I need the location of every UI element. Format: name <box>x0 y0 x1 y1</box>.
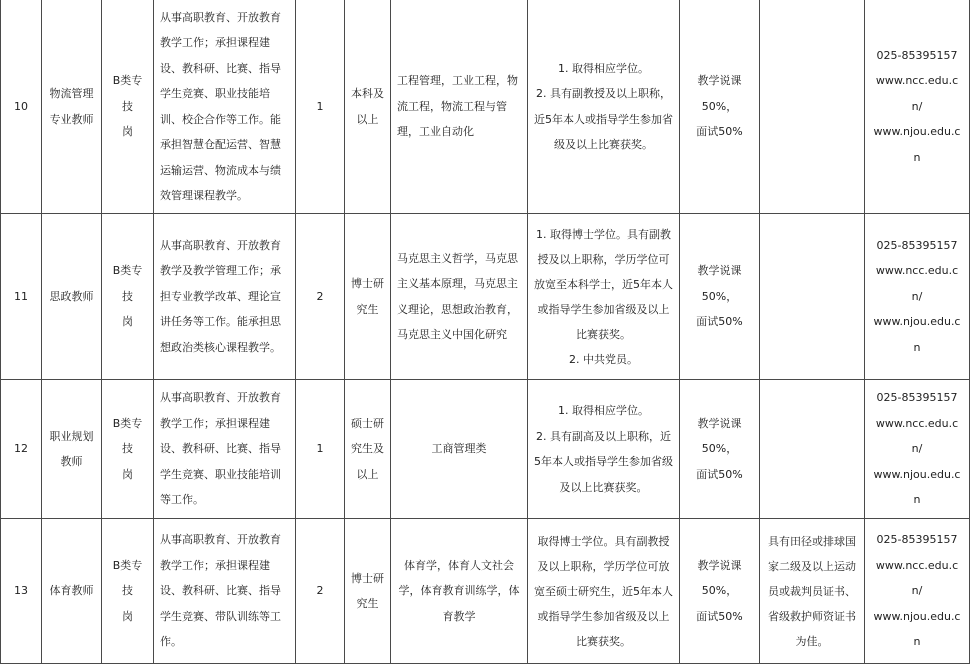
major-cell: 工商管理类 <box>391 380 528 519</box>
exam-method-cell: 教学说课 50%， 面试50% <box>680 0 760 214</box>
notes-cell <box>760 214 865 380</box>
contact-cell: 025-85395157 www.ncc.edu.cn/ www.njou.edu.cn <box>865 0 970 214</box>
job-duties-cell: 从事高职教育、开放教育教学及教学管理工作；承担专业教学改革、理论宣讲任务等工作。能承担思想政治类核心课程教学。 <box>154 214 296 380</box>
job-duties-cell: 从事高职教育、开放教育教学工作；承担课程建设、教科研、比赛、指导学生竞赛、职业技能培训、校企合作等工作。能承担智慧仓配运营、智慧运输运营、物流成本与绩效管理课程教学。 <box>154 0 296 214</box>
row-number-cell: 13 <box>1 519 42 664</box>
position-name-cell: 思政教师 <box>42 214 102 380</box>
major-cell: 体育学，体育人文社会学，体育教育训练学，体育教学 <box>391 519 528 664</box>
position-category-cell: B类专技 岗 <box>102 0 154 214</box>
position-category-cell: B类专技 岗 <box>102 519 154 664</box>
contact-cell: 025-85395157 www.ncc.edu.cn/ www.njou.edu.cn <box>865 380 970 519</box>
position-category-cell: B类专技 岗 <box>102 380 154 519</box>
hiring-count-cell: 2 <box>296 214 345 380</box>
education-cell: 本科及 以上 <box>345 0 391 214</box>
row-number-cell: 12 <box>1 380 42 519</box>
requirements-cell: 1. 取得相应学位。 2. 具有副高及以上职称，近5年本人或指导学生参加省级及以上比赛获奖。 <box>528 380 680 519</box>
major-cell: 工程管理，工业工程，物流工程，物流工程与管理，工业自动化 <box>391 0 528 214</box>
position-category-cell: B类专技 岗 <box>102 214 154 380</box>
contact-cell: 025-85395157 www.ncc.edu.cn/ www.njou.edu.cn <box>865 519 970 664</box>
row-number-cell: 10 <box>1 0 42 214</box>
education-cell: 博士研 究生 <box>345 214 391 380</box>
row-number-cell: 11 <box>1 214 42 380</box>
position-name-cell: 体育教师 <box>42 519 102 664</box>
hiring-count-cell: 1 <box>296 0 345 214</box>
position-name-cell: 职业规划 教师 <box>42 380 102 519</box>
notes-cell <box>760 0 865 214</box>
job-duties-cell: 从事高职教育、开放教育教学工作；承担课程建设、教科研、比赛、指导学生竞赛、职业技能培训等工作。 <box>154 380 296 519</box>
position-name-cell: 物流管理 专业教师 <box>42 0 102 214</box>
notes-cell <box>760 380 865 519</box>
contact-cell: 025-85395157 www.ncc.edu.cn/ www.njou.edu.cn <box>865 214 970 380</box>
requirements-cell: 1. 取得相应学位。 2. 具有副教授及以上职称，近5年本人或指导学生参加省级及以上比赛获奖。 <box>528 0 680 214</box>
notes-cell: 具有田径或排球国家二级及以上运动员或裁判员证书、省级救护师资证书为佳。 <box>760 519 865 664</box>
exam-method-cell: 教学说课 50%， 面试50% <box>680 214 760 380</box>
job-duties-cell: 从事高职教育、开放教育教学工作；承担课程建设、教科研、比赛、指导学生竞赛、带队训练等工作。 <box>154 519 296 664</box>
education-cell: 博士研 究生 <box>345 519 391 664</box>
education-cell: 硕士研 究生及 以上 <box>345 380 391 519</box>
hiring-count-cell: 2 <box>296 519 345 664</box>
exam-method-cell: 教学说课 50%， 面试50% <box>680 519 760 664</box>
requirements-cell: 取得博士学位。具有副教授及以上职称，学历学位可放宽至硕士研究生，近5年本人或指导学生参加省级及以上比赛获奖。 <box>528 519 680 664</box>
hiring-count-cell: 1 <box>296 380 345 519</box>
table-row <box>1 0 970 214</box>
exam-method-cell: 教学说课 50%， 面试50% <box>680 380 760 519</box>
table-row <box>1 519 970 664</box>
table-row <box>1 380 970 519</box>
requirements-cell: 1. 取得博士学位。具有副教授及以上职称，学历学位可放宽至本科学士，近5年本人或指导学生参加省级及以上比赛获奖。 2. 中共党员。 <box>528 214 680 380</box>
table-row <box>1 214 970 380</box>
major-cell: 马克思主义哲学，马克思主义基本原理，马克思主义理论，思想政治教育，马克思主义中国化研究 <box>391 214 528 380</box>
